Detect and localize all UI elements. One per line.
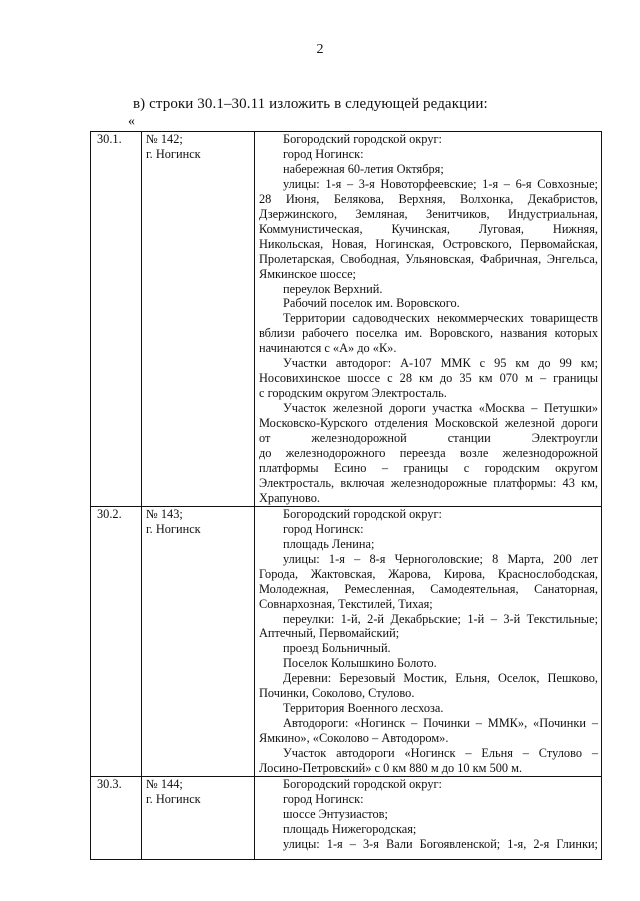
table-row <box>91 506 602 776</box>
description-line: Поселок Колышкино Болото. <box>283 656 437 671</box>
description-line: улицы: 1-я – 3-я Новоторфеевские; 1-я – 6-я Совхозные; <box>283 176 598 191</box>
description-line: до железнодорожного переезда возле железнодорожной <box>259 446 598 461</box>
description-line: Дзержинского, Земляная, Зенитчиков, Индустриальная, <box>259 206 598 221</box>
district-label <box>142 132 255 507</box>
district-label <box>142 776 255 859</box>
opening-quote: « <box>128 114 135 129</box>
description-line: Рабочий поселок им. Воровского. <box>283 296 460 311</box>
description-line: набережная 60-летия Октября; <box>283 161 444 176</box>
description-line: Починки, Соколово, Стулово. <box>259 686 415 701</box>
district-description <box>255 132 602 507</box>
table-row <box>91 776 602 859</box>
amendment-intro: в) строки 30.1–30.11 изложить в следующей редакции: <box>133 96 488 112</box>
description-line: Электросталь, включая железнодорожные платформы: 43 км, <box>259 475 598 490</box>
description-line: Территории садоводческих некоммерческих товариществ <box>283 311 598 326</box>
description-line: город Ногинск: <box>283 521 364 536</box>
description-line: переулки: 1-й, 2-й Декабрьские; 1-й – 3-й Текстильные; <box>283 611 598 626</box>
description-line: площадь Ленина; <box>283 536 375 551</box>
row-number: 30.3. <box>91 776 142 859</box>
district-label-line: № 143; <box>146 506 183 521</box>
description-line: Участок автодороги «Ногинск – Ельня – Стулово – <box>283 746 598 761</box>
description-line: вблизи рабочего поселка им. Воровского, названия которых <box>259 326 598 341</box>
description-line: Богородский городской округ: <box>283 132 442 146</box>
description-line: Совнархозная, Текстилей, Тихая; <box>259 596 433 611</box>
description-line: Аптечный, Первомайский; <box>259 626 400 641</box>
district-description <box>255 776 602 859</box>
description-line: Территория Военного лесхоза. <box>283 701 444 716</box>
description-line: улицы: 1-я – 3-я Вали Богоявленской; 1-я, 2-я Глинки; <box>283 836 598 851</box>
description-line: улицы: 1-я – 8-я Черноголовские; 8 Марта, 200 лет <box>283 551 598 566</box>
district-label-line: г. Ногинск <box>146 146 201 161</box>
page-number: 2 <box>316 42 324 57</box>
district-label <box>142 506 255 776</box>
district-label-line: № 142; <box>146 132 183 146</box>
row-number: 30.2. <box>91 506 142 776</box>
description-line: Коммунистическая, Кучинская, Луговая, Нижняя, <box>259 221 598 236</box>
description-line: город Ногинск: <box>283 146 364 161</box>
description-line: Носовихинское шоссе с 28 км до 35 км 070 м – границы <box>259 371 598 386</box>
description-line: Лосино-Петровский» с 0 км 880 м до 10 км 500 м. <box>259 761 523 776</box>
description-line: Ямкино», «Соколово – Автодором». <box>259 731 449 746</box>
description-line: шоссе Энтузиастов; <box>283 806 388 821</box>
description-line: Пролетарская, Свободная, Ульяновская, Фабричная, Энгельса, <box>259 251 598 266</box>
district-label-line: г. Ногинск <box>146 791 201 806</box>
districts-table <box>90 131 602 860</box>
description-line: переулок Верхний. <box>283 281 383 296</box>
description-line: Храпуново. <box>259 490 320 505</box>
description-line: Города, Жактовская, Жарова, Кирова, Краснослободская, <box>259 566 598 581</box>
description-line: Автодороги: «Ногинск – Починки – ММК», «Починки – <box>283 716 598 731</box>
description-line: Деревни: Березовый Мостик, Ельня, Оселок, Пешково, <box>283 671 598 686</box>
description-line: начинаются с «А» до «К». <box>259 341 397 356</box>
table-row <box>91 132 602 507</box>
description-line: Участки автодорог: А-107 ММК с 95 км до 99 км; <box>283 356 598 371</box>
description-line: проезд Больничный. <box>283 641 391 656</box>
description-line: Московско-Курского отделения Московской железной дороги <box>259 416 598 431</box>
description-line: Богородский городской округ: <box>283 506 442 521</box>
description-line: Молодежная, Ремесленная, Самодеятельная, Санаторная, <box>259 581 598 596</box>
description-line: Участок железной дороги участка «Москва – Петушки» <box>283 401 598 416</box>
description-line: 28 Июня, Белякова, Верхняя, Волхонка, Декабристов, <box>259 191 598 206</box>
description-line: Ямкинское шоссе; <box>259 266 356 281</box>
district-label-line: № 144; <box>146 776 183 791</box>
description-line: город Ногинск: <box>283 791 364 806</box>
row-number: 30.1. <box>91 132 142 507</box>
description-line: площадь Нижегородская; <box>283 821 417 836</box>
description-line: от железнодорожной станции Электроугли <box>259 431 598 446</box>
description-line: Никольская, Новая, Ногинская, Островского, Первомайская, <box>259 236 598 251</box>
district-description <box>255 506 602 776</box>
description-line: Богородский городской округ: <box>283 776 442 791</box>
description-line: с городским округом Электросталь. <box>259 386 447 401</box>
description-line: платформы Есино – границы с городским округом <box>259 460 598 475</box>
district-label-line: г. Ногинск <box>146 521 201 536</box>
